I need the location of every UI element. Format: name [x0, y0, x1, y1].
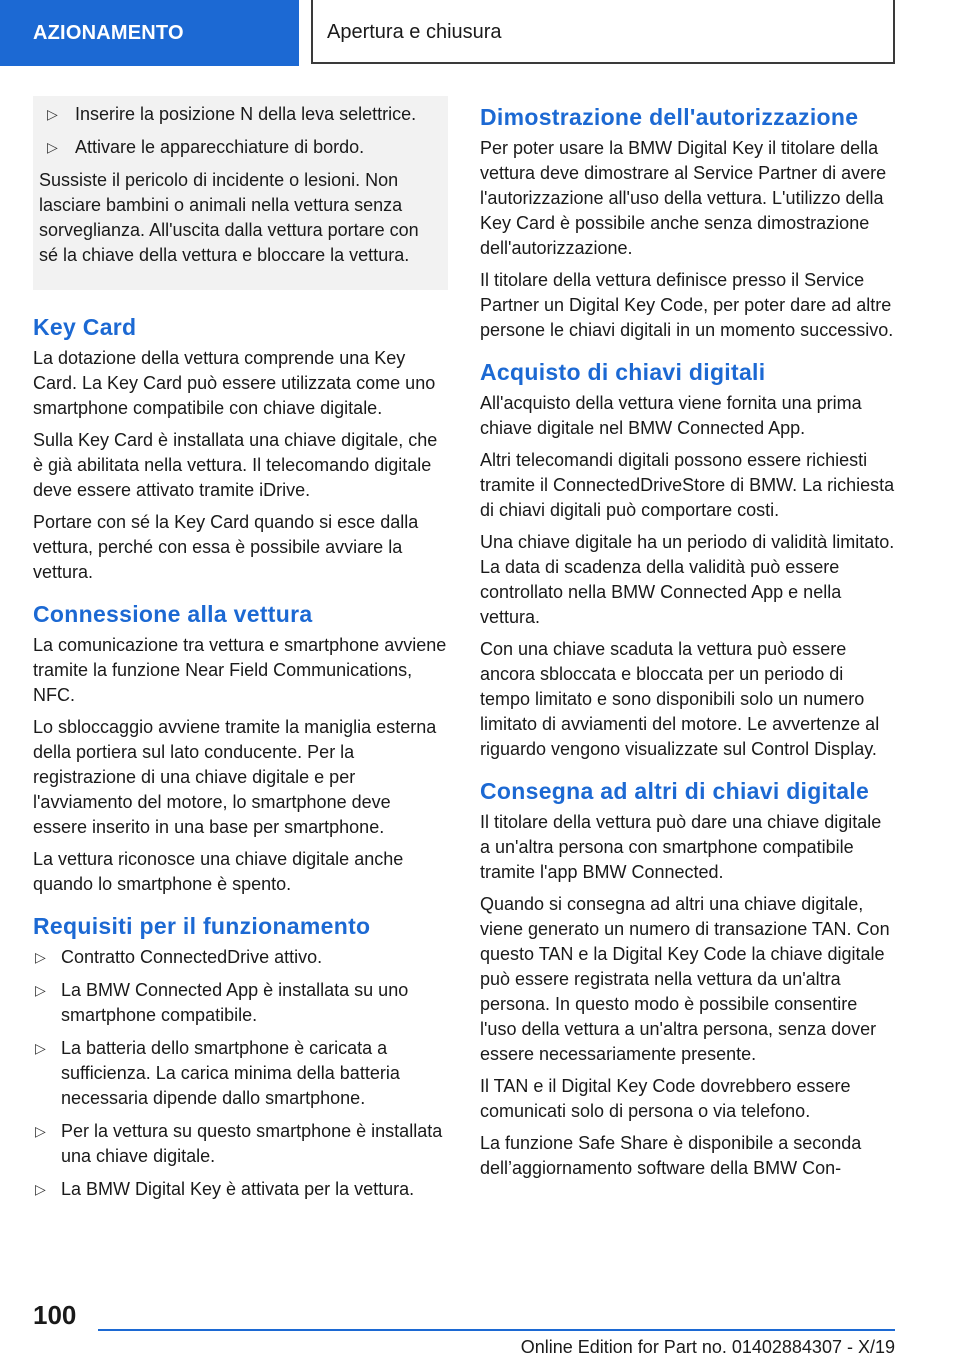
triangle-bullet-icon: ▷ — [35, 982, 46, 998]
heading-consegna: Consegna ad altri di chiavi digitale — [480, 778, 870, 804]
paragraph: All'acquisto della vettura viene fornita una prima chiave digitale nel BMW Connected App. — [480, 393, 862, 438]
warning-steps — [39, 102, 438, 160]
paragraph: Con una chiave scaduta la vettura può essere ancora sbloccata e bloccata per un periodo di tempo limitato e sono disponibili solo un numero limitato di avviamenti del motore. Le avvertenze al riguardo vengono visualizzate sul Control Display. — [480, 639, 880, 759]
list-item: ▷ Attivare le apparecchiature di bordo. — [39, 135, 438, 160]
page-header — [0, 0, 960, 66]
edition-note: Online Edition for Part no. 01402884307 - X/19 — [520, 1337, 895, 1357]
requirements-list — [33, 945, 448, 1202]
section-tab: AZIONAMENTO — [0, 0, 299, 66]
paragraph: Il titolare della vettura può dare una chiave digitale a un'altra persona con smartphone compatibile tramite l'app BMW Connected. — [480, 812, 882, 882]
paragraph: Lo sbloccaggio avviene tramite la maniglia esterna della portiera sul lato conducente. Per la registrazione di una chiave digitale e per l'avviamento del motore, lo smartphone deve essere inserito in una base per smartphone. — [33, 717, 437, 837]
list-item: ▷ La batteria dello smartphone è caricata a sufficienza. La carica minima della batteria necessaria dipende dallo smartphone. — [35, 1038, 400, 1108]
heading-acquisto: Acquisto di chiavi digitali — [480, 359, 766, 385]
list-item: ▷ Inserire la posizione N della leva selettrice. — [39, 102, 438, 127]
heading-dimostrazione: Dimostrazione dell'autorizzazione — [480, 104, 859, 130]
list-item: ▷ La BMW Digital Key è attivata per la vettura. — [33, 1177, 448, 1202]
paragraph: La dotazione della vettura comprende una Key Card. La Key Card può essere utilizzata come uno smartphone compatibile con chiave digitale. — [33, 348, 436, 418]
triangle-bullet-icon: ▷ — [47, 106, 58, 122]
right-column — [480, 102, 895, 1188]
heading-requisiti: Requisiti per il funzionamento — [33, 913, 371, 939]
list-item: ▷ Contratto ConnectedDrive attivo. — [33, 945, 448, 970]
triangle-bullet-icon: ▷ — [35, 1040, 46, 1056]
triangle-bullet-icon: ▷ — [47, 139, 58, 155]
warning-text: Sussiste il pericolo di incidente o lesioni. Non lasciare bambini o animali nella vettura senza sorveglianza. All'uscita dalla vettura portare con sé la chiave della vettura e bloccare la vettura. — [39, 170, 419, 265]
warning-box — [33, 96, 448, 290]
heading-key-card: Key Card — [33, 314, 137, 340]
triangle-bullet-icon: ▷ — [35, 1123, 46, 1139]
triangle-bullet-icon: ▷ — [35, 1181, 46, 1197]
triangle-bullet-icon: ▷ — [35, 949, 46, 965]
footer-divider — [98, 1329, 895, 1331]
topic-tab: Apertura e chiusura — [311, 0, 895, 64]
heading-connessione: Connessione alla vettura — [33, 601, 313, 627]
paragraph: Una chiave digitale ha un periodo di validità limitato. La data di scadenza della validità può essere controllato nella BMW Connected App e nella vettura. — [480, 532, 895, 627]
paragraph: Sulla Key Card è installata una chiave digitale, che è già abilitata nella vettura. Il telecomando digitale deve essere attivato tramite iDrive. — [33, 430, 438, 500]
paragraph: La funzione Safe Share è disponibile a seconda dell’aggiornamento software della BMW Con- — [480, 1133, 862, 1178]
list-item: ▷ La BMW Connected App è installata su uno smartphone compatibile. — [35, 980, 409, 1025]
paragraph: Il titolare della vettura definisce presso il Service Partner un Digital Key Code, per poter dare ad altre persone le chiavi digitali in un momento successivo. — [480, 270, 894, 340]
page-number: 100 — [33, 1300, 77, 1330]
paragraph: Portare con sé la Key Card quando si esce dalla vettura, perché con essa è possibile avviare la vettura. — [33, 512, 419, 582]
paragraph: Il TAN e il Digital Key Code dovrebbero essere comunicati solo di persona o via telefono. — [480, 1076, 851, 1121]
paragraph: Per poter usare la BMW Digital Key il titolare della vettura deve dimostrare al Service Partner di avere l'autorizzazione all'uso della vettura. L'utilizzo della Key Card è possibile anche senza dimostrazione dell'autorizzazione. — [480, 138, 887, 258]
paragraph: Quando si consegna ad altri una chiave digitale, viene generato un numero di transazione TAN. Con questo TAN e la Digital Key Code la chiave digitale può essere registrata nella vettura da un'altra persona. In questo modo è possibile consentire l'uso della vettura a un'altra persona, senza dover essere necessariamente presente. — [480, 894, 890, 1064]
list-item: ▷ Per la vettura su questo smartphone è installata una chiave digitale. — [35, 1121, 443, 1166]
paragraph: La comunicazione tra vettura e smartphone avviene tramite la funzione Near Field Communications, NFC. — [33, 635, 447, 705]
paragraph: Altri telecomandi digitali possono essere richiesti tramite il ConnectedDriveStore di BMW. La richiesta di chiavi digitali può comportare costi. — [480, 450, 895, 520]
left-column — [33, 96, 448, 1210]
paragraph: La vettura riconosce una chiave digitale anche quando lo smartphone è spento. — [33, 849, 404, 894]
